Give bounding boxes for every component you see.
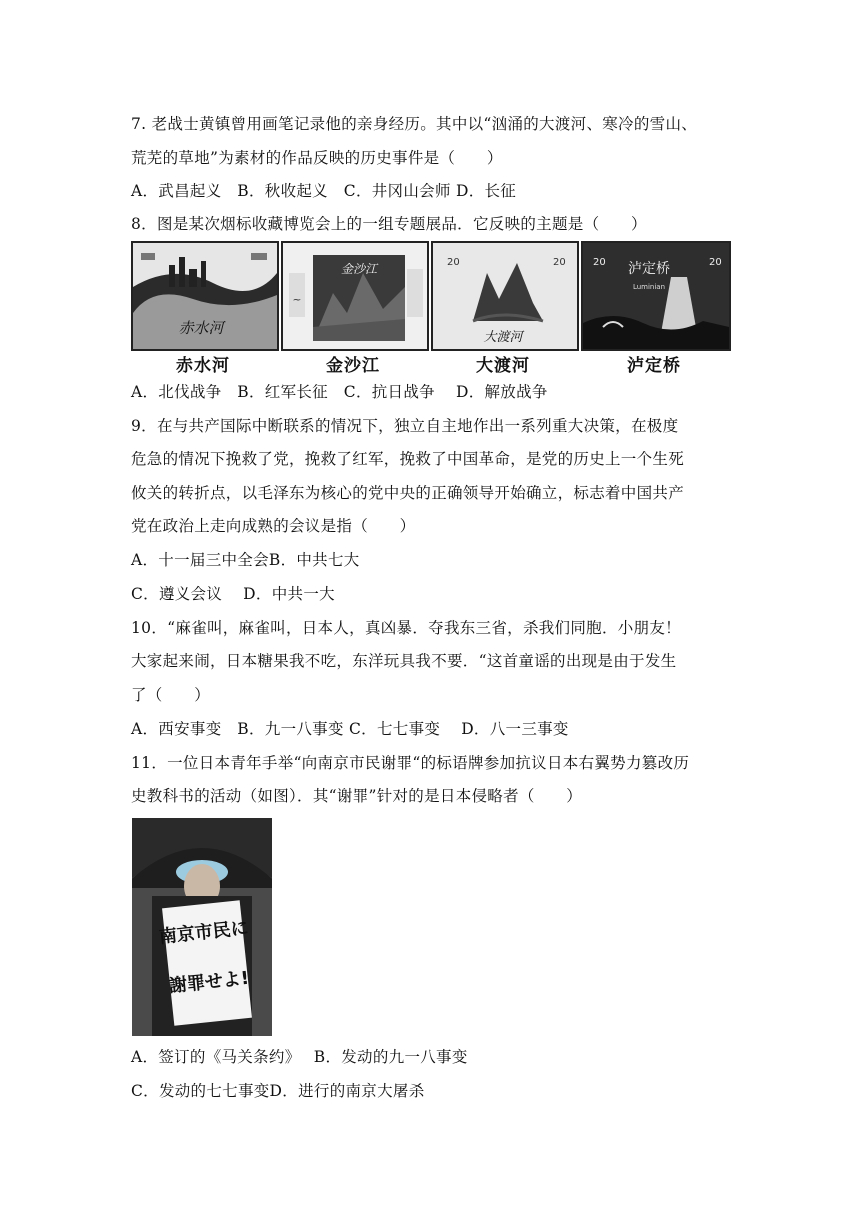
q9-line-3: 攸关的转折点，以毛泽东为核心的党中央的正确领导开始确立，标志着中国共产	[131, 484, 685, 502]
label-panel-chishui	[131, 241, 279, 351]
q11-line-1: 11．一位日本青年手举“向南京市民谢罪“的标语牌参加抗议日本右翼势力篡改历	[131, 754, 690, 772]
q9-line-1: 9．在与共产国际中断联系的情况下，独立自主地作出一系列重大决策，在极度	[131, 417, 679, 435]
dadu-corner-left: 20	[447, 257, 460, 268]
caption-luding: 泸定桥	[627, 356, 681, 376]
q10-line-1: 10．“麻雀叫，麻雀叫，日本人，真凶暴．夺我东三省，杀我们同胞．小朋友！	[131, 619, 681, 637]
dadu-label-image	[433, 243, 577, 349]
q9-line-2: 危急的情况下挽救了党，挽救了红军，挽救了中国革命，是党的历史上一个生死	[131, 450, 685, 468]
jinsha-label-text: 金沙江	[340, 262, 378, 276]
label-panel-dadu	[431, 241, 579, 351]
caption-dadu: 大渡河	[476, 356, 530, 376]
q8-options: A．北伐战争 B．红军长征 C．抗日战争 D．解放战争	[131, 383, 548, 401]
q8-line-1: 8．图是某次烟标收藏博览会上的一组专题展品．它反映的主题是（ ）	[131, 215, 647, 233]
luding-sub-text: Luminian	[632, 283, 666, 291]
q7-options: A．武昌起义 B．秋收起义 C．井冈山会师 D．长征	[131, 182, 517, 200]
q9-line-4: 党在政治上走向成熟的会议是指（ ）	[131, 517, 416, 535]
svg-text:~: ~	[292, 293, 302, 306]
luding-corner-left: 20	[593, 257, 606, 268]
caption-jinsha: 金沙江	[326, 356, 380, 376]
q10-options: A．西安事变 B．九一八事变 C．七七事变 D．八一三事变	[131, 720, 569, 738]
q7-line-1: 7. 老战士黄镇曾用画笔记录他的亲身经历。其中以“汹涌的大渡河、寒冷的雪山、	[131, 115, 698, 133]
q9-options-2: C．遵义会议 D．中共一大	[131, 585, 335, 603]
q10-line-2: 大家起来闹，日本糖果我不吃，东洋玩具我不要．“这首童谣的出现是由于发生	[131, 652, 677, 670]
q10-line-3: 了（ ）	[131, 686, 211, 704]
dadu-label-text: 大渡河	[483, 330, 523, 345]
q7-line-2: 荒芜的草地”为素材的作品反映的历史事件是（ ）	[131, 149, 503, 167]
chishui-label-image	[133, 243, 277, 349]
caption-chishui: 赤水河	[176, 356, 230, 376]
q11-options-2: C．发动的七七事变D．进行的南京大屠杀	[131, 1082, 425, 1100]
sign-line-2: 謝罪せよ!	[168, 967, 251, 998]
protest-photo	[132, 818, 272, 1036]
dadu-corner-right: 20	[553, 257, 566, 268]
luding-corner-right: 20	[709, 257, 722, 268]
protester-image	[132, 818, 272, 1036]
q9-options-1: A．十一届三中全会B．中共七大	[131, 551, 360, 569]
q11-options-1: A．签订的《马关条约》 B．发动的九一八事变	[131, 1048, 468, 1066]
label-panel-jinsha	[281, 241, 429, 351]
luding-label-text: 泸定桥	[628, 261, 670, 277]
luding-label-image	[583, 243, 729, 349]
sign-line-1: 南京市民に	[157, 917, 250, 948]
label-panel-luding	[581, 241, 731, 351]
cigarette-label-figure	[131, 241, 731, 376]
chishui-label-text: 赤水河	[178, 319, 224, 337]
jinsha-label-image	[283, 243, 427, 349]
q11-line-2: 史教科书的活动（如图）．其“谢罪”针对的是日本侵略者（ ）	[131, 787, 583, 805]
